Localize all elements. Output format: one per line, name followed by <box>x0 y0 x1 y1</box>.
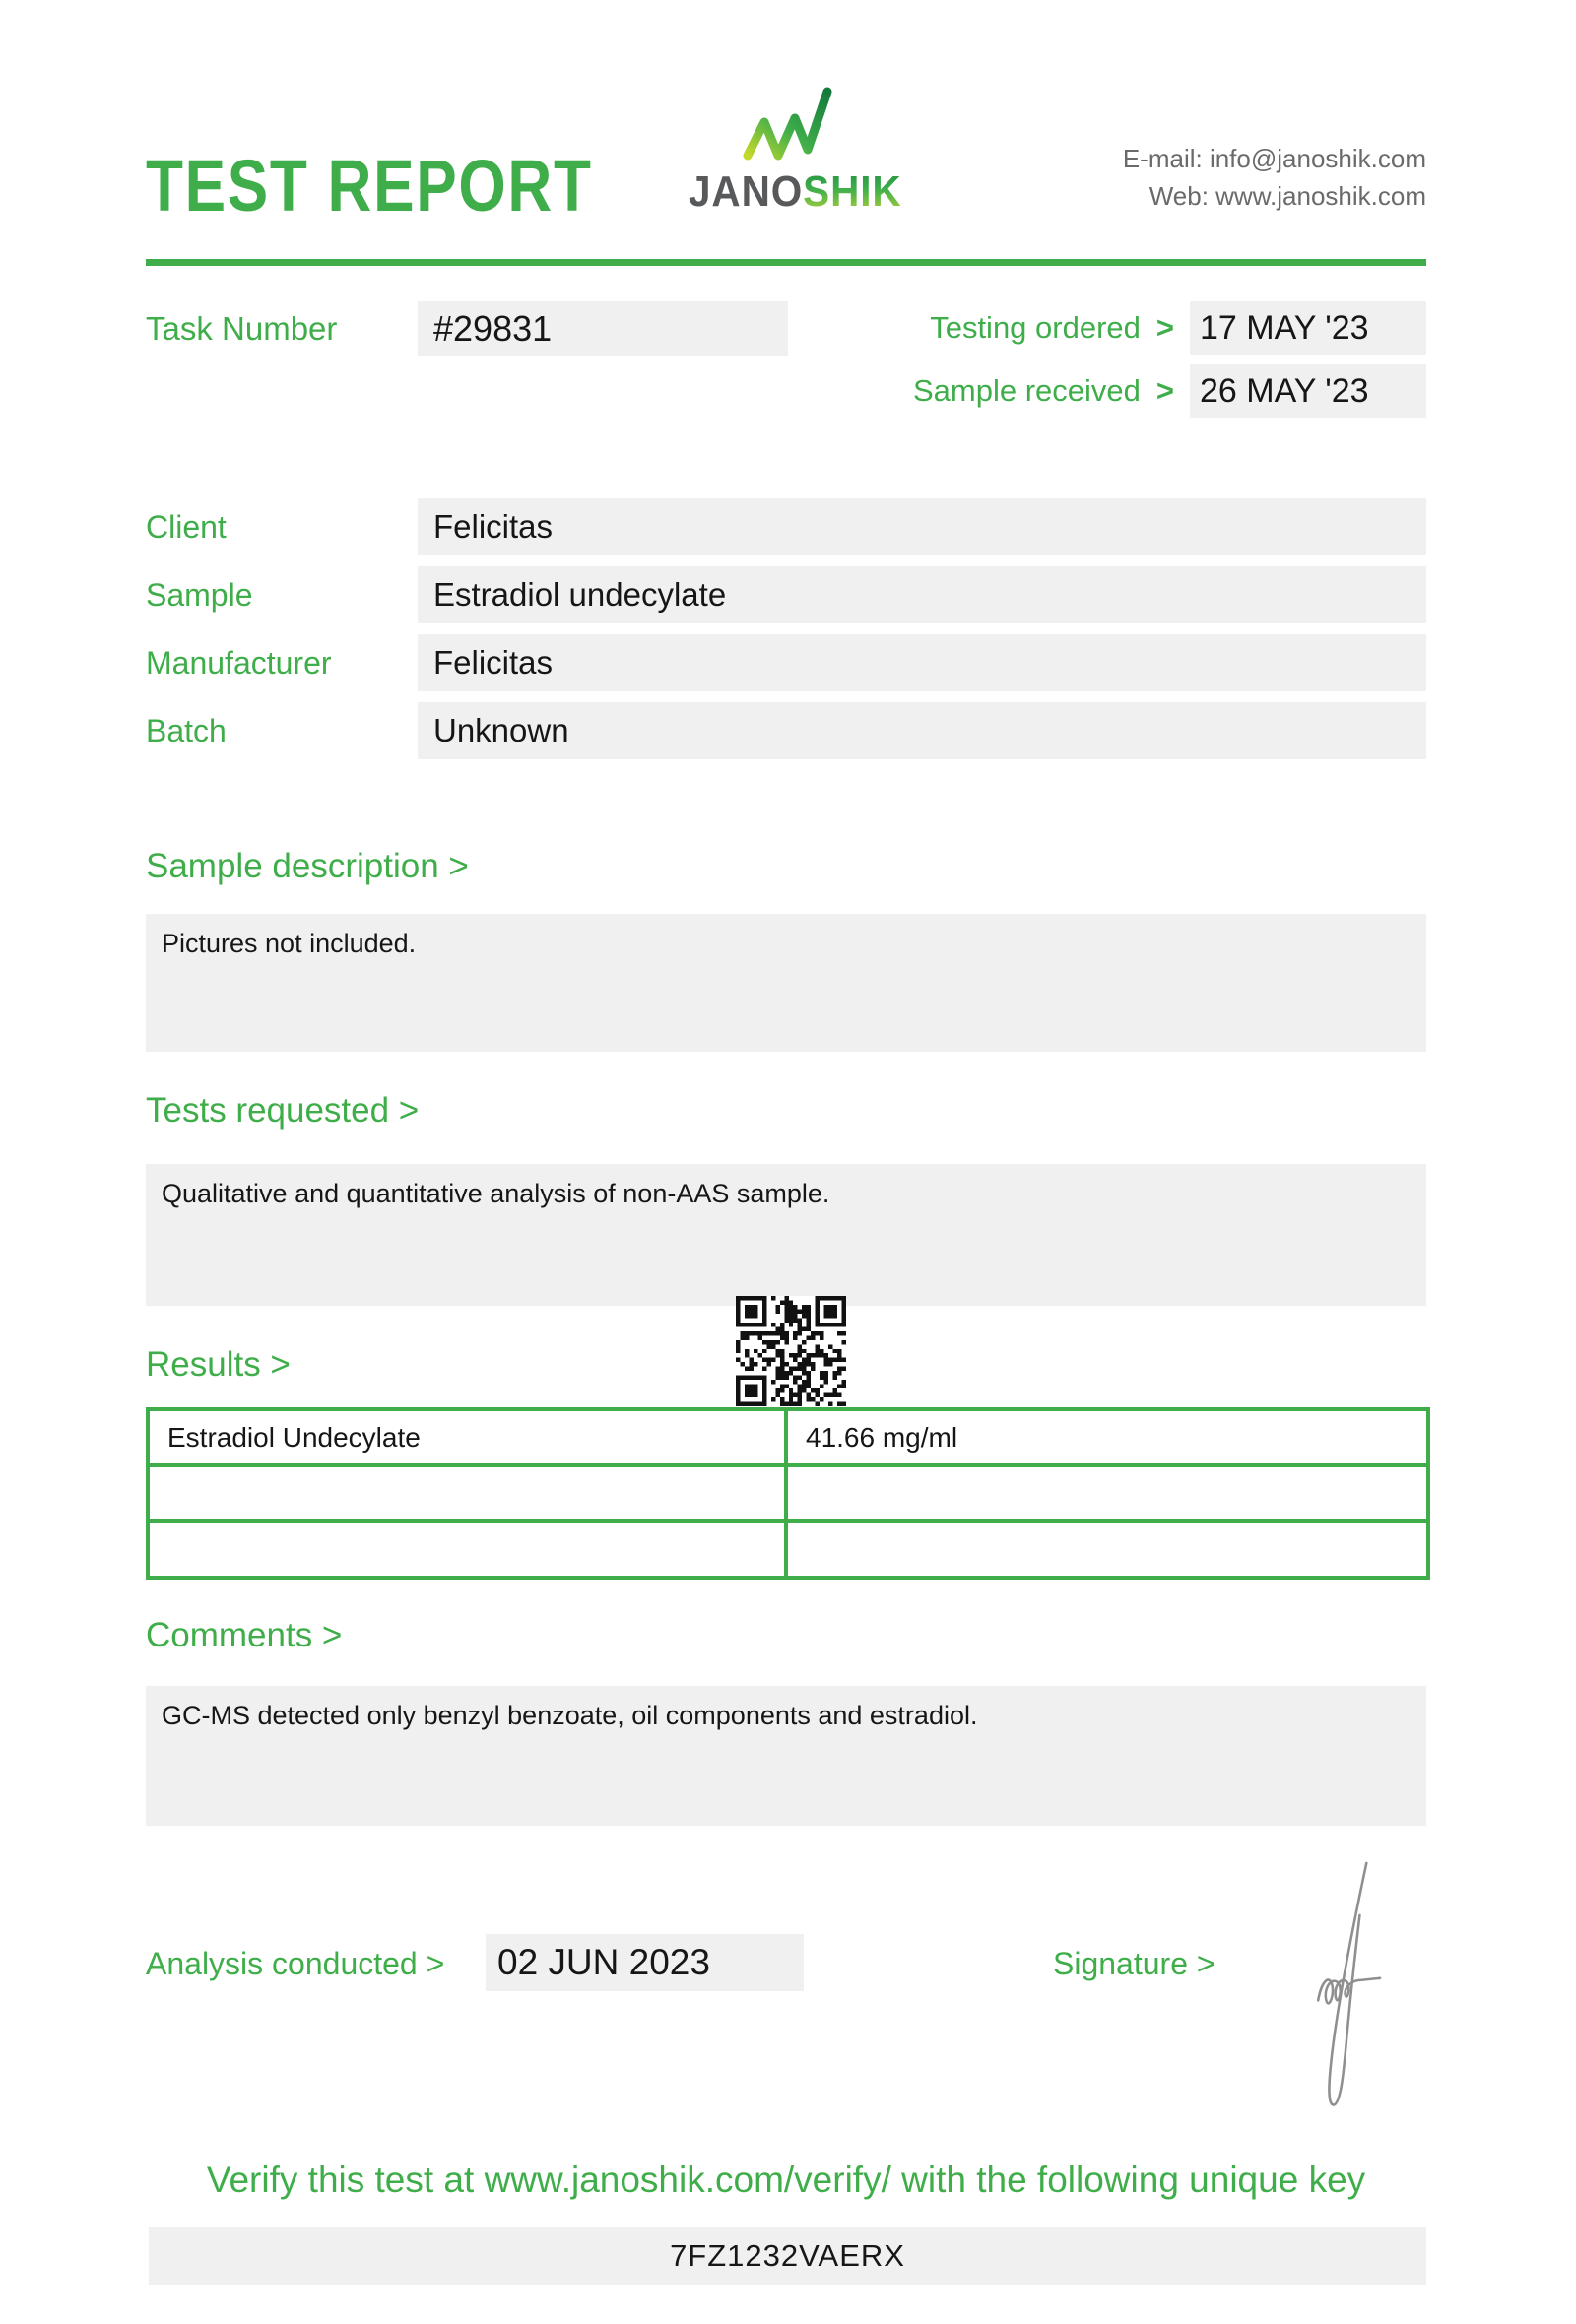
tests-requested-text: Qualitative and quantitative analysis of non-AAS sample. <box>162 1179 830 1208</box>
result-substance <box>148 1521 786 1578</box>
result-substance: Estradiol Undecylate <box>148 1409 786 1465</box>
result-concentration <box>786 1521 1428 1578</box>
table-row <box>148 1521 1428 1578</box>
task-number-label: Task Number <box>146 310 338 347</box>
task-number-value: #29831 <box>418 301 788 356</box>
tests-requested-box <box>146 1164 1426 1306</box>
result-concentration <box>786 1465 1428 1521</box>
testing-ordered-label: Testing ordered <box>930 310 1141 345</box>
tests-requested-heading: Tests requested > <box>146 1091 420 1130</box>
comments-heading: Comments > <box>146 1616 343 1654</box>
chevron-right-icon: > <box>1155 310 1174 345</box>
signature-label: Signature > <box>1053 1946 1215 1981</box>
verify-instruction: Verify this test at www.janoshik.com/verify/ with the following unique key <box>206 2160 1366 2200</box>
logo-chart-icon <box>742 83 832 161</box>
testing-ordered-value: 17 MAY '23 <box>1190 301 1426 355</box>
results-heading: Results > <box>146 1345 291 1384</box>
chevron-right-icon: > <box>1155 373 1174 408</box>
sample-description-box <box>146 914 1426 1052</box>
results-table <box>146 1407 1430 1580</box>
logo-jano: JANO <box>689 167 804 216</box>
logo-wordmark <box>689 167 902 217</box>
sample-received-row <box>913 364 1426 418</box>
contact-web: Web: www.janoshik.com <box>1149 181 1426 211</box>
client-label: Client <box>146 509 227 545</box>
sample-description-heading: Sample description > <box>146 847 469 885</box>
logo-shik: SHIK <box>803 167 902 216</box>
table-row <box>148 1409 1428 1465</box>
comments-text: GC-MS detected only benzyl benzoate, oil components and estradiol. <box>162 1701 978 1730</box>
manufacturer-value: Felicitas <box>418 634 1426 691</box>
table-row <box>148 1465 1428 1521</box>
sample-received-value: 26 MAY '23 <box>1190 364 1426 418</box>
unique-key-value: 7FZ1232VAERX <box>149 2227 1426 2285</box>
sample-value: Estradiol undecylate <box>418 566 1426 623</box>
contact-email: E-mail: info@janoshik.com <box>1122 144 1426 173</box>
analysis-conducted-label: Analysis conducted > <box>146 1946 445 1981</box>
contact-block <box>1123 140 1426 215</box>
signature-image <box>1259 1855 1397 2136</box>
client-value: Felicitas <box>418 498 1426 555</box>
batch-value: Unknown <box>418 702 1426 759</box>
comments-box <box>146 1686 1426 1826</box>
page-title: TEST REPORT <box>146 145 593 226</box>
header-divider <box>146 259 1426 266</box>
qr-code <box>736 1296 846 1406</box>
result-substance <box>148 1465 786 1521</box>
sample-received-label: Sample received <box>912 373 1141 408</box>
batch-label: Batch <box>146 713 227 748</box>
sample-description-text: Pictures not included. <box>162 929 417 958</box>
manufacturer-label: Manufacturer <box>146 645 332 680</box>
analysis-date-value: 02 JUN 2023 <box>486 1934 804 1991</box>
testing-ordered-row <box>930 301 1426 355</box>
result-concentration: 41.66 mg/ml <box>786 1409 1428 1465</box>
sample-label: Sample <box>146 577 253 613</box>
